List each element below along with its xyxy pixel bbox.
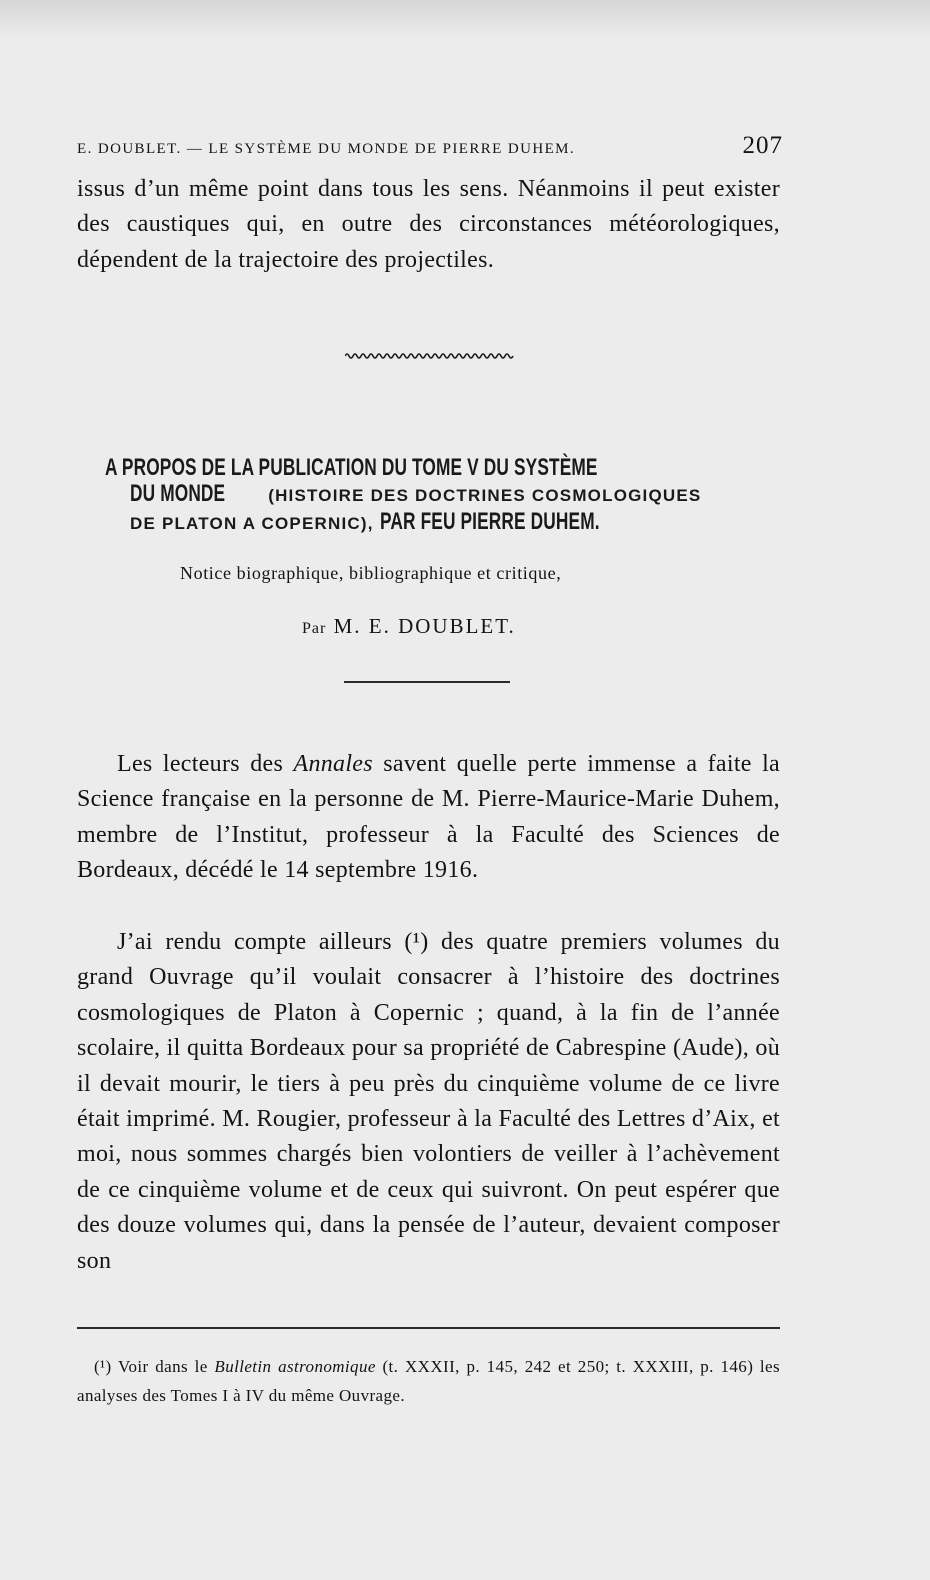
continuation-paragraph: issus d’un même point dans tous les sens. Néanmoins il peut exister des caustiques qui, en outre des circonstances météorologiques, dépendent de la trajectoire des projectiles. [77,176,780,273]
article-subtitle: Notice biographique, bibliographique et critique, [180,563,562,583]
footnote-text-before: Voir dans le [118,1357,208,1376]
scan-shadow [0,0,930,40]
title-platon: DE PLATON A COPERNIC), [130,514,374,533]
article-title [105,455,755,537]
title-du-monde: DU MONDE [130,480,226,507]
p2-text-after: des quatre premiers volumes du grand Ouvrage qu’il voulait consacrer à l’histoire des doctrines cosmologiques de Platon à Copernic ; quand, à la fin de l’année scolaire, il quitta Bordeaux pour sa propriété de Cabrespine (Aude), où il devait mourir, le tiers à peu près du cinquième volume de ce livre était imprimé. M. Rougier, professeur à la Faculté des Lettres d’Aix, et moi, nous sommes chargés bien volontiers de veiller à l’achèvement de ce cinquième volume et de ceux qui suivront. On peut espérer que des douze volumes qui, dans la pensée de l’auteur, devaient composer son [77,929,780,1274]
footnote-reference: (¹) [404,929,429,955]
footnote [77,1352,780,1410]
title-par-duhem: PAR FEU PIERRE DUHEM. [379,508,600,535]
footnote-rule [77,1327,780,1329]
footnote-bulletin: Bulletin astronomique [214,1357,376,1376]
footnote-marker: (¹) [94,1357,112,1376]
running-head-text: E. DOUBLET. — LE SYSTÈME DU MONDE DE PIERRE DUHEM. [77,141,576,157]
wavy-ornament-divider [345,352,515,360]
byline-par: Par [302,620,327,637]
p1-annales: Annales [293,751,373,777]
title-line-1: A PROPOS DE LA PUBLICATION DU TOME V DU SYSTÈME [105,454,598,481]
body-paragraph-1 [77,747,780,889]
byline [302,614,516,639]
p1-text-after: savent quelle perte immense a faite la Science française en la personne de M. Pierre-Maurice-Marie Duhem, membre de l’Institut, professeur à la Faculté des Sciences de Bordeaux, décédé le 14 septembre 1916. [77,751,780,884]
running-head [77,132,783,164]
title-line-3 [105,509,755,537]
title-histoire: (HISTOIRE DES DOCTRINES COSMOLOGIQUES [268,486,702,505]
section-rule [344,681,510,683]
title-line-2 [105,481,755,509]
page-number: 207 [742,132,783,159]
footnote-text-after: (t. XXXII, p. 145, 242 et 250; t. XXXIII, p. 146) les analyses des Tomes I à IV du même Ouvrage. [77,1357,781,1405]
body-paragraph-2 [77,925,780,1279]
p2-text-before: J’ai rendu compte ailleurs [117,929,392,955]
p1-text-before: Les lecteurs des [117,751,284,777]
byline-name: M. E. DOUBLET. [333,614,516,638]
